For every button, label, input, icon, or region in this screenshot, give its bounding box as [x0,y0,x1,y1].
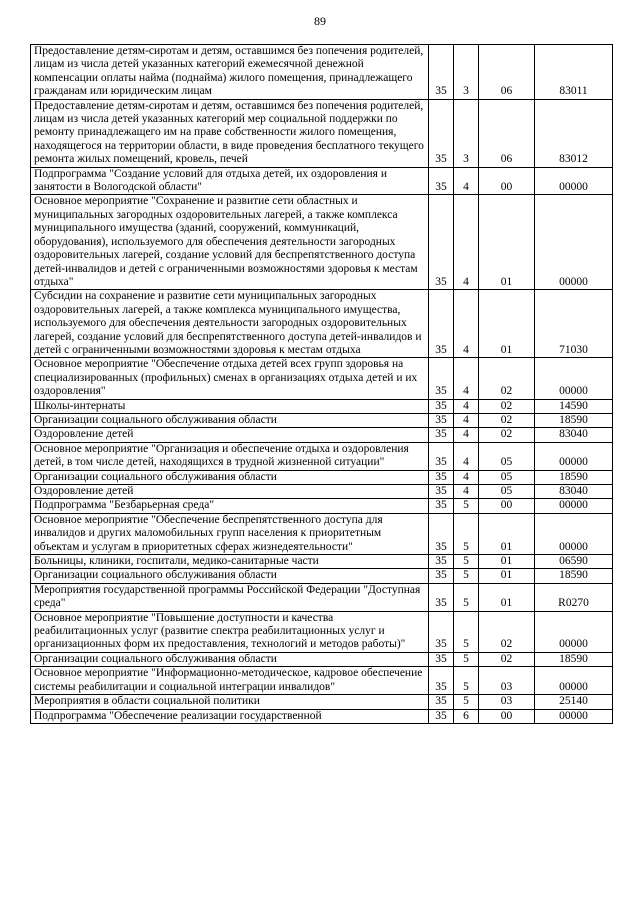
subprogram-code: 5 [454,695,479,709]
direction-code: 83040 [535,485,613,499]
program-code: 35 [429,45,454,100]
program-code: 35 [429,709,454,723]
event-code: 03 [479,667,535,695]
row-name: Организации социального обслуживания области [31,413,429,427]
event-code: 05 [479,485,535,499]
table-row [31,555,613,569]
row-name: Предоставление детям-сиротам и детям, оставшимся без попечения родителей, лицам из числа детей указанных категорий мер социальной поддержки по ремонту принадлежащего им на праве собственности жилого помещения, находящегося на территории области, в виде проведения бесплатного текущего ремонта жилых помещений, кровель, печей [31,99,429,167]
subprogram-code: 3 [454,45,479,100]
subprogram-code: 4 [454,428,479,442]
table-row [31,290,613,358]
direction-code: 83040 [535,428,613,442]
program-code: 35 [429,442,454,470]
event-code: 00 [479,499,535,513]
program-code: 35 [429,290,454,358]
program-code: 35 [429,555,454,569]
program-code: 35 [429,513,454,554]
program-code: 35 [429,99,454,167]
event-code: 01 [479,513,535,554]
direction-code: 00000 [535,611,613,652]
subprogram-code: 4 [454,167,479,195]
direction-code: 18590 [535,413,613,427]
row-name: Организации социального обслуживания области [31,569,429,583]
row-name: Организации социального обслуживания области [31,652,429,666]
row-name: Основное мероприятие "Повышение доступности и качества реабилитационных услуг (развитие спектра реабилитационных услуг и организационных форм их предоставления, технологий и методов работы)" [31,611,429,652]
event-code: 01 [479,569,535,583]
event-code: 00 [479,709,535,723]
row-name: Субсидии на сохранение и развитие сети муниципальных загородных оздоровительных лагерей, а также комплекса муниципального имущества, используемого для обеспечения деятельности загородных оздоровительных лагерей, создание условий для беспрепятственного доступа детей-инвалидов и детей с ограниченными возможностями здоровья к местам отдыха [31,290,429,358]
budget-classification-table [30,44,613,724]
subprogram-code: 5 [454,569,479,583]
program-code: 35 [429,569,454,583]
event-code: 02 [479,358,535,399]
table-row [31,99,613,167]
table-row [31,695,613,709]
event-code: 01 [479,583,535,611]
subprogram-code: 4 [454,485,479,499]
direction-code: 00000 [535,358,613,399]
event-code: 05 [479,442,535,470]
event-code: 05 [479,470,535,484]
program-code: 35 [429,413,454,427]
event-code: 02 [479,428,535,442]
table-row [31,442,613,470]
direction-code: R0270 [535,583,613,611]
row-name: Основное мероприятие "Организация и обеспечение отдыха и оздоровления детей, в том числе детей, находящихся в трудной жизненной ситуации" [31,442,429,470]
table-row [31,652,613,666]
program-code: 35 [429,399,454,413]
program-code: 35 [429,485,454,499]
table-row [31,358,613,399]
row-name: Основное мероприятие "Обеспечение отдыха детей всех групп здоровья на специализированных (профильных) сменах в организациях отдыха детей и их оздоровления" [31,358,429,399]
direction-code: 00000 [535,442,613,470]
table-row [31,399,613,413]
subprogram-code: 5 [454,555,479,569]
table-row [31,583,613,611]
subprogram-code: 5 [454,611,479,652]
direction-code: 18590 [535,470,613,484]
program-code: 35 [429,167,454,195]
row-name: Подпрограмма "Обеспечение реализации государственной [31,709,429,723]
table-row [31,195,613,290]
program-code: 35 [429,358,454,399]
direction-code: 83012 [535,99,613,167]
table-row [31,499,613,513]
subprogram-code: 5 [454,652,479,666]
direction-code: 00000 [535,499,613,513]
program-code: 35 [429,195,454,290]
row-name: Организации социального обслуживания области [31,470,429,484]
subprogram-code: 5 [454,583,479,611]
event-code: 02 [479,399,535,413]
table-row [31,485,613,499]
row-name: Мероприятия в области социальной политики [31,695,429,709]
table-row [31,569,613,583]
row-name: Основное мероприятие "Обеспечение беспрепятственного доступа для инвалидов и других маломобильных групп населения к приоритетным объектам и услугам в приоритетных сферах жизнедеятельности" [31,513,429,554]
table-row [31,167,613,195]
table-body [31,45,613,724]
table-row [31,611,613,652]
row-name: Оздоровление детей [31,485,429,499]
subprogram-code: 5 [454,667,479,695]
subprogram-code: 4 [454,358,479,399]
direction-code: 00000 [535,667,613,695]
subprogram-code: 4 [454,399,479,413]
subprogram-code: 4 [454,290,479,358]
program-code: 35 [429,695,454,709]
program-code: 35 [429,652,454,666]
subprogram-code: 5 [454,499,479,513]
event-code: 01 [479,290,535,358]
event-code: 06 [479,99,535,167]
row-name: Основное мероприятие "Информационно-методическое, кадровое обеспечение системы реабилитации и социальной интеграции инвалидов" [31,667,429,695]
subprogram-code: 5 [454,513,479,554]
subprogram-code: 4 [454,413,479,427]
direction-code: 00000 [535,167,613,195]
table-row [31,667,613,695]
direction-code: 06590 [535,555,613,569]
program-code: 35 [429,611,454,652]
direction-code: 18590 [535,652,613,666]
direction-code: 00000 [535,709,613,723]
event-code: 02 [479,413,535,427]
table-row [31,428,613,442]
direction-code: 83011 [535,45,613,100]
table-row [31,413,613,427]
program-code: 35 [429,583,454,611]
row-name: Подпрограмма "Создание условий для отдыха детей, их оздоровления и занятости в Вологодской области" [31,167,429,195]
direction-code: 14590 [535,399,613,413]
row-name: Подпрограмма "Безбарьерная среда" [31,499,429,513]
program-code: 35 [429,667,454,695]
program-code: 35 [429,499,454,513]
table-row [31,513,613,554]
direction-code: 71030 [535,290,613,358]
direction-code: 25140 [535,695,613,709]
direction-code: 18590 [535,569,613,583]
subprogram-code: 4 [454,442,479,470]
event-code: 02 [479,611,535,652]
row-name: Оздоровление детей [31,428,429,442]
event-code: 03 [479,695,535,709]
event-code: 00 [479,167,535,195]
subprogram-code: 4 [454,470,479,484]
subprogram-code: 4 [454,195,479,290]
event-code: 06 [479,45,535,100]
table-row [31,470,613,484]
row-name: Больницы, клиники, госпитали, медико-санитарные части [31,555,429,569]
direction-code: 00000 [535,195,613,290]
direction-code: 00000 [535,513,613,554]
table-row [31,45,613,100]
subprogram-code: 3 [454,99,479,167]
row-name: Основное мероприятие "Сохранение и развитие сети областных и муниципальных загородных оздоровительных лагерей, а также комплекса муниципального имущества (зданий, сооружений, коммуникаций, оборудования), используемого для обеспечения деятельности загородных оздоровительных лагерей, создание условий для беспрепятственного доступа детей-инвалидов и детей с ограниченными возможностями здоровья к местам отдыха" [31,195,429,290]
event-code: 02 [479,652,535,666]
event-code: 01 [479,555,535,569]
program-code: 35 [429,470,454,484]
row-name: Предоставление детям-сиротам и детям, оставшимся без попечения родителей, лицам из числа детей указанных категорий ежемесячной денежной компенсации оплаты найма (поднайма) жилого помещения, принадлежащего гражданам или юридическим лицам [31,45,429,100]
row-name: Школы-интернаты [31,399,429,413]
subprogram-code: 6 [454,709,479,723]
row-name: Мероприятия государственной программы Российской Федерации "Доступная среда" [31,583,429,611]
event-code: 01 [479,195,535,290]
table-row [31,709,613,723]
program-code: 35 [429,428,454,442]
page-number: 89 [314,14,326,28]
